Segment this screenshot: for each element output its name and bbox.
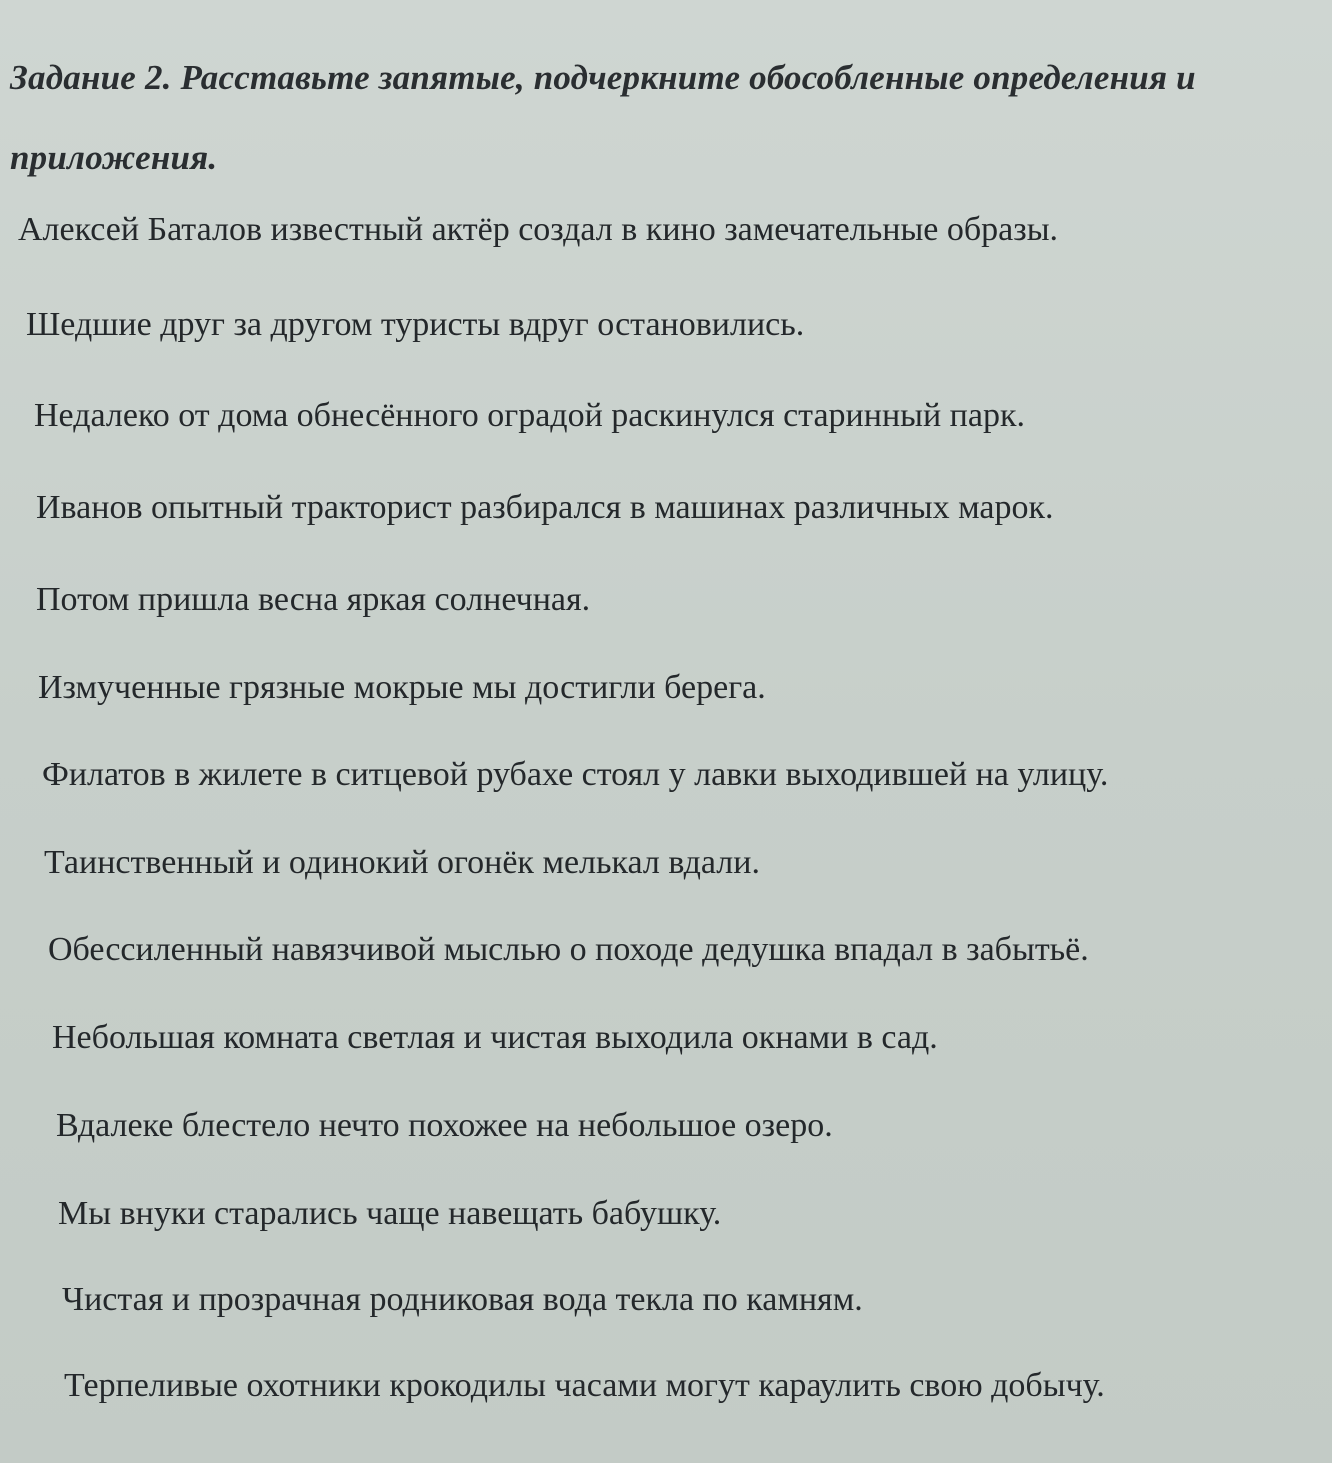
task-heading: Задание 2. Расставьте запятые, подчеркните обособленные определения и приложения.: [10, 58, 1196, 177]
sentence-14: Терпеливые охотники крокодилы часами могут караулить свою добычу.: [64, 1367, 1105, 1404]
sentence-9: Обессиленный навязчивой мыслью о походе дедушка впадал в забытьё.: [48, 931, 1089, 968]
sentence-2: Шедшие друг за другом туристы вдруг остановились.: [26, 306, 805, 343]
sentence-5: Потом пришла весна яркая солнечная.: [36, 581, 591, 618]
sentence-8: Таинственный и одинокий огонёк мелькал вдали.: [44, 844, 760, 881]
sentence-12: Мы внуки старались чаще навещать бабушку.: [58, 1195, 722, 1232]
sentence-6: Измученные грязные мокрые мы достигли берега.: [38, 669, 766, 706]
sentence-1: Алексей Баталов известный актёр создал в кино замечательные образы.: [18, 211, 1059, 248]
sentence-11: Вдалеке блестело нечто похожее на небольшое озеро.: [56, 1107, 833, 1144]
sentence-4: Иванов опытный тракторист разбирался в машинах различных марок.: [36, 489, 1054, 526]
sentence-10: Небольшая комната светлая и чистая выходила окнами в сад.: [52, 1019, 938, 1056]
sentence-7: Филатов в жилете в ситцевой рубахе стоял у лавки выходившей на улицу.: [42, 756, 1109, 793]
sentence-3: Недалеко от дома обнесённого оградой раскинулся старинный парк.: [34, 397, 1025, 434]
sentence-13: Чистая и прозрачная родниковая вода текла по камням.: [62, 1281, 863, 1318]
